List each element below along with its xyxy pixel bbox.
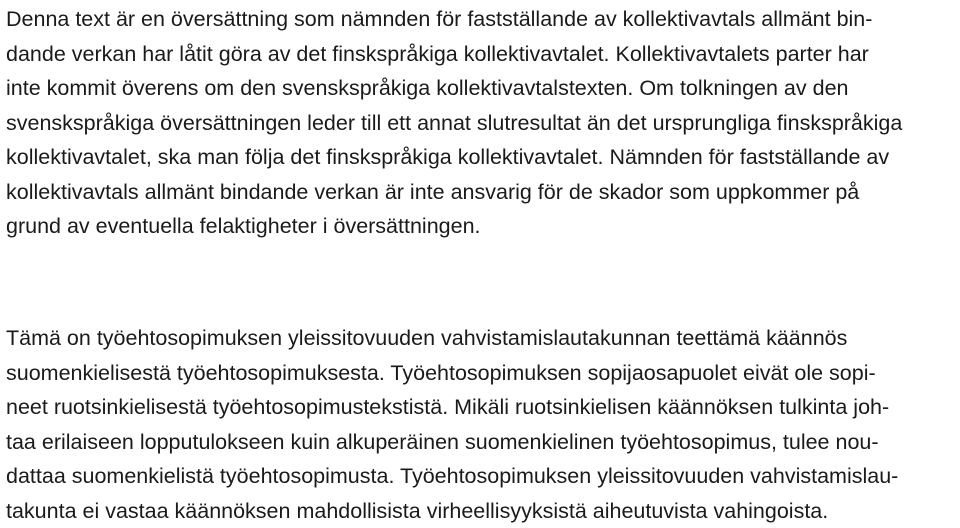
text-line: takunta ei vastaa käännöksen mahdollisista virheellisyyksistä aiheutuvista vahingoista. — [6, 494, 898, 528]
text-line: inte kommit överens om den svenskspråkiga kollektivavtalstexten. Om tolkningen av den — [6, 71, 902, 106]
text-line: Tämä on työehtosopimuksen yleissitovuuden vahvistamislautakunnan teettämä käännös — [6, 321, 898, 356]
swedish-disclaimer-paragraph — [6, 2, 902, 244]
text-line: Denna text är en översättning som nämnden för fastställande av kollektivavtals allmänt bin- — [6, 2, 902, 37]
text-line: dattaa suomenkielistä työehtosopimusta. Työehtosopimuksen yleissitovuuden vahvistamislau- — [6, 459, 898, 494]
text-line: kollektivavtalet, ska man följa det finskspråkiga kollektivavtalet. Nämnden för fastställande av — [6, 140, 902, 175]
text-line: suomenkielisestä työehtosopimuksesta. Työehtosopimuksen sopijaosapuolet eivät ole sopi- — [6, 356, 898, 391]
text-line: svenskspråkiga översättningen leder till ett annat slutresultat än det ursprungliga finskspråkiga — [6, 106, 902, 141]
finnish-disclaimer-paragraph — [6, 321, 898, 528]
text-line: dande verkan har låtit göra av det finskspråkiga kollektivavtalet. Kollektivavtalets parter har — [6, 37, 902, 72]
text-line: taa erilaiseen lopputulokseen kuin alkuperäinen suomenkielinen työehtosopimus, tulee nou- — [6, 425, 898, 460]
text-line: kollektivavtals allmänt bindande verkan är inte ansvarig för de skador som uppkommer på — [6, 175, 902, 210]
text-line: neet ruotsinkielisestä työehtosopimustekstistä. Mikäli ruotsinkielisen käännöksen tulkinta joh- — [6, 390, 898, 425]
text-line: grund av eventuella felaktigheter i översättningen. — [6, 209, 902, 244]
